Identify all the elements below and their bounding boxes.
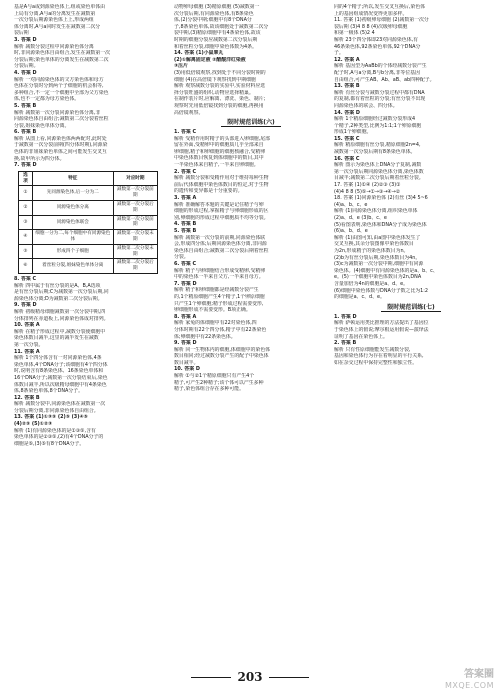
answer-line: 9. 答案 D [174,340,197,347]
text-line: 一半染色体来自精子,一半来自卵细胞。 [174,162,259,169]
text-line: 18. 答案 (1)同源染色体 (2)有丝 (3)4 5~6 [334,195,428,202]
text-line: 择分裂旺盛的组织,动物应选择精巢。 [174,89,254,96]
answer-line: 4. 答案 B [174,221,197,228]
table-cell: 着丝粒分裂,姐妹染色单体分离 [32,259,113,274]
text-line: 一次分裂后期源染色体上上,形成两组 [14,17,94,24]
text-line: 解析 准确解答本题的关键是记住精子与卵 [174,201,264,208]
text-line: 和第一极体 (5)2 4 [334,30,375,37]
text-line: 解析 基因型为AaBb的个体经减数分裂产生 [334,63,427,70]
answer-line: 2. 答案 B [334,340,357,347]
text-line: 会,形成四分体;后期同源染色体分离,非同源 [174,241,267,248]
answer-line: (2)①解离固定液 ②醋酸洋红染液 [174,56,246,63]
table-row [19,230,158,245]
text-line: (5)看图表明,染色体和DNA分子成为染色体 [334,221,427,228]
table-header-cell: 特征 [32,171,113,186]
text-line: 裂后期 (3)4 8 8 (4)次级卵母细胞 [334,23,408,30]
text-line: 分裂,姐妹染色单体分离。 [14,122,70,129]
text-line: 染色体自由组合;减数第二次分裂后期着丝粒 [174,247,269,254]
table-cell: 细胞一分为二,每个细胞中有同源染色体 [32,230,113,245]
table-cell: 形成四个子细胞 [32,244,113,259]
text-line: 裂后期 [14,30,29,37]
table-cell: 同源染色体分离 [32,201,113,216]
text-line: 分裂后期分离,非同源染色体自由组合。 [14,407,99,414]
text-line: 解析 有丝分裂与减数分裂过程中都有DNA [334,89,425,96]
text-line: 个精子,2种类型,比例为1:1;1个卵原细胞 [334,122,422,129]
table-cell: ⑤ [19,244,33,259]
text-line: 解析 四中属于有丝分裂的是A、B,A选项 [14,282,101,289]
table-body [19,186,158,274]
text-line: 细胞的形成过程,掌握精子与卵细胞形成的区 [174,208,269,215]
text-line: 换,故甲所示为四分体。 [14,155,65,162]
text-line: 前后代体细胞中染色体数目的恒定,对于生物 [174,181,269,188]
answer-line: 11. 答案 A [14,348,40,355]
text-line: 第一次分裂后期同源染色体分离,染色体数 [334,168,424,175]
answer-line: 14. 答案 (1)小鼠睾丸 [174,50,224,57]
text-line: 解析 减数第一次分裂同源染色体分离,非 [14,109,101,116]
section-heading-text: 限时规范训练(六) [221,119,281,127]
answer-line: 10. 答案 D [174,366,200,373]
answer-line: 3. 答案 A [174,195,197,202]
text-line: 解析 (1)由图可知,由a图中染色体发生了 [334,234,421,241]
text-line: 细胞是⑤,(3)⑤有8个DNA分子。 [14,440,85,447]
answer-line: 10. 答案 A [14,322,40,329]
text-line: 解析 图示为染色体上DNA分子复制,减数 [334,162,422,169]
text-line: 解析 精子与卵细胞结合形成受精卵,受精卵 [174,267,266,274]
text-line: 染色体。(4)细胞中有同源染色体的是a、b、c、 [334,267,438,274]
table-cell: 减数第一次分裂前期 [113,186,157,201]
text-line: (2)a、d、e (3)b、c、e [334,215,387,221]
text-line: 同源染色体的联会、四分体。 [334,102,398,109]
text-line: 的细胞是a、c、d、e。 [334,294,385,301]
table-cell: 减数第二次分裂后期 [113,259,157,274]
text-line: 解析 从图上看,同源染色体两两配对,此时处 [14,135,107,142]
text-line: 精子,可产生2种精子;该个体可以产生多种 [174,379,264,386]
text-line: 16个DNA分子;减数第一次分裂结束后,染色 [14,374,108,381]
text-line: 体分离时,A与a同时发生在减数第二次分 [14,23,101,30]
table-row [19,215,158,230]
text-line: 解析 ①与②1个精原细胞只有产生4个 [174,373,255,380]
column-left-lines [14,4,168,169]
text-line: 证明了基因在染色体上。 [334,333,388,340]
column-left [14,4,168,664]
text-line: 减数第一次分裂后期有8条染色单体。 [334,149,416,156]
text-line: 分裂后期;染色单体的分离发生在减数第二次 [14,56,109,63]
text-line: 同源染色体自由组合;减数第二次分裂着丝粒 [14,116,109,123]
answer-line: 1. 答案 C [174,129,197,136]
text-line: 基是A与a或到源染色体上,组或染色单体由 [14,4,106,10]
text-line: 源染色体分离;D为减数第二次分裂后期。 [14,295,103,302]
table-cell: 减数第一次分裂末期 [113,230,157,245]
text-line: 染色单体的是②③⑤,(2)有4个DNA分子的 [14,434,104,441]
text-line: 子。 [334,50,344,57]
table-cell: 减数第一次分裂前期 [113,215,157,230]
table-cell: ① [19,186,33,201]
answer-line: 15. 答案 C [334,135,360,142]
section-heading [174,118,328,127]
table-cell: ③ [19,215,33,230]
text-line: 同的4个精子;所以,发生交叉互换后,染色体 [334,4,426,10]
answer-line: 12. 答案 B [14,394,40,401]
text-line: 基因和染色体行为存在着明显的平行关系, [334,353,424,360]
page-number-rule-left [191,677,231,678]
text-line: 解析 同一生物体内的细胞,体细胞中的染色体 [174,346,271,353]
table-cell: ⑥ [19,259,33,274]
text-line: 的遗传和变异都是十分重要的。 [174,188,243,195]
text-line: 17. 答案 (1)①④ (2)②③ (3)① [334,182,401,189]
text-line: (4)a、b、c、e [334,201,368,208]
answer-line: 5. 答案 B [14,102,37,109]
watermark-logo-text: 答案圈 [464,669,494,680]
text-line: 上的基因组成情况变得更加多样。 [334,10,408,17]
text-line: 多种组合,不一定一个细胞中全部为父方染色 [14,89,109,96]
text-line: 细胞 (4)在高倍镜下观察找到中期细胞 [174,76,256,83]
answer-line: 7. 答案 D [174,280,197,287]
text-line: 体,也不一定都为母方染色体。 [14,96,80,103]
text-line: 在制作装片时,应解离、漂洗、染色、制片; [174,96,266,103]
text-line: 自由组合,可产生AB、Ab、aB、ab四种配子。 [334,76,435,83]
text-line: 解析 1个四分体含有一对同源染色体,4条 [14,355,102,362]
text-line: 解析 1个精原细胞经过减数分裂形成4 [334,116,416,123]
text-line: 体,(2)分裂中期;细胞中有8个DNA分 [174,17,252,24]
text-line: 解析 (1)同源染色体分离,组织染色单体 [334,208,418,215]
column-middle-lines [174,4,328,393]
text-line: (6)细胞中染色体数与DNA分子数之比为1:2 [334,287,429,294]
text-line: 11. 答案 (1)初级卵母细胞 (2)减数第一次分 [334,17,429,24]
text-line: 形成1个卵细胞。 [334,129,372,136]
answer-line: 1. 答案 D [334,313,357,320]
text-line: 是有丝分裂后期;C为减数第一次分裂后期,同 [14,289,109,296]
text-line: (3)用低倍镜观察,找到处于不同分裂时期的 [174,69,266,76]
table-row [19,186,158,201]
text-line: 染色体数目减半,这里的减半发生在减数 [14,335,99,342]
answer-line: 14. 答案 D [334,109,360,116]
column-right [334,4,488,664]
text-line: 解析 只有性原细胞能发生减数分裂, [334,346,411,353]
text-line: 解析 减数分裂和受精作用对于维持每种生物 [174,175,269,182]
text-line: 中染色体数目恢复到体细胞中的数目,其中 [174,155,264,162]
table-cell: 先同源染色体,后一分为二 [32,186,113,201]
text-line: 的复制,都有着丝粒的分裂;有丝分裂不出现 [334,96,426,103]
answer-line: ③压片 [174,63,188,70]
table-cell: ④ [19,230,33,245]
table-cell: 减数第二次分裂末期 [113,244,157,259]
table-header-cell: 对应时期 [113,171,157,186]
text-line: 解析 初级精母细胞减数第一次分裂中期,四 [14,308,106,315]
text-line: 解析 减数第一次分裂的前期,同源染色体联 [174,234,266,241]
answer-line: 5. 答案 B [174,228,197,234]
text-line: 和着丝粒分裂,细胞中染色体数为4条。 [174,43,257,50]
text-line: (4)4 8 8 (5)⑤→①→③→④→② [334,188,401,195]
answer-line: 7. 答案 D [14,162,37,169]
text-line: 时,非同源染色体自由组合,发生在减数第一次 [14,50,111,57]
text-line: 解析 受精作用时精子的头部进入卵细胞,尾部 [174,135,271,142]
text-line: 体,8条染色单体,8个DNA分子。 [14,388,84,395]
answer-line: 12. 答案 A [334,56,360,63]
text-line: 次分裂后期,有同源染色体,有8条染色 [174,10,254,17]
text-line: 卵细胞形成不需要变形。B项正确。 [174,307,251,314]
table-cell: 同源染色体联会 [32,215,113,230]
section-heading [334,303,488,312]
text-line: 46条染色体,92条染色单体,92个DNA分 [334,43,421,50]
text-line: (2)b为有丝分裂后期,染色体数目为4n。 [334,254,421,261]
table-cell: 减数第一次分裂后期 [113,201,157,216]
text-line: 中的染色体一半来自父方,一半来自母方。 [174,274,264,281]
text-line: 的,1个精原细胞产生4个精子,1个卵原细胞 [174,293,265,300]
section-heading-text: 限时规范训练(七) [381,304,441,312]
answer-line: 9. 答案 D [14,302,37,309]
text-line: 子,8条染色单体,故该细胞处于减数第二次分 [174,23,269,30]
text-line: 分体时期有22个四分体,精子中有22条染色 [174,326,267,333]
text-line: e。(5)一个细胞中染色体数目为2n,DNA [334,274,422,281]
table-header-row [19,171,158,186]
text-line: 解析 观察减数分裂的实验中,实验材料应选 [174,83,266,90]
answer-line: 6. 答案 C [174,260,197,267]
watermark-site-text: MXQE.COM [444,681,494,690]
text-line: 染色单体,4个DNA分子;该细胞有4个四分体 [14,361,108,368]
text-line: 解析 精子和卵细胞都是经减数分裂产生 [174,287,259,294]
answer-line: 8. 答案 A [174,313,197,320]
text-line: 解析 (1)有同源染色体的是①③⑤,含有 [14,427,96,434]
text-line: 解析 减数分裂中,同源染色体在减数第一次 [14,401,106,408]
column-right-lines [334,4,488,366]
text-line: 分裂后期。 [14,63,39,70]
text-line: 分体排列在赤道板上,同源染色体成对排列。 [14,315,109,322]
text-line: 第一次分裂。 [14,341,44,348]
answer-line: (4)②⑤ (5)①②③ [14,421,53,428]
text-line: 解析 萨顿运用类比推理的方法提出了基因位 [334,320,429,327]
text-line: 动物卵母细胞 (3)精原细胞 (5)减数第一 [174,4,260,10]
text-line: 只产生1个卵细胞;精子形成过程需要变形, [174,300,264,307]
answer-line: 3. 答案 D [14,36,37,43]
period-comparison-table [18,171,158,274]
text-line: 解析 一对同源染色体的父方染色体和母方 [14,76,104,83]
text-line: 分裂。 [174,254,189,261]
page-number-rule-right [269,677,309,678]
table-row [19,201,158,216]
column-left-lines-after [14,276,168,447]
text-line: 留在外面,受精卵中的细胞质几乎全部来自 [174,142,264,149]
text-line: 交叉互换,其余分裂图像中染色体数目 [334,241,414,248]
text-line: 体;卵细胞中有22条染色体。 [174,333,236,340]
text-line: 解析 精原细胞有丝分裂,精原细胞2n=4, [334,142,421,149]
table-row [19,244,158,259]
table-row [19,259,158,274]
text-line: 于染色体上的假说;摩尔根运用假说—演绎法 [334,326,429,333]
answer-line: 16. 答案 C [334,155,360,162]
text-line: 配子时,A与a分离,B与b分离,非等位基因 [334,69,420,76]
text-line: 数目相同;经过减数分裂产生的配子中染色体 [174,353,269,360]
answer-line: 13. 答案 (1)①③⑤ (2)⑤ (3)④⑤ [14,414,88,421]
watermark-logo [412,669,494,693]
text-line: 数目减半。 [174,359,199,366]
text-line: 色体的非姐妹染色单体之间可能发生交叉互 [14,149,107,156]
text-line: 解析 23个四分体即23对同源染色体,有 [334,36,419,43]
text-line: (6)a、b、d、e [334,228,368,235]
text-line: 色体在分裂时分到两个子细胞的机会相等, [14,83,104,90]
table-header-cell: 选项 [19,171,33,186]
text-line: 卵细胞,精子和卵细胞的细胞核融合,受精卵 [174,148,266,155]
answer-line: 4. 答案 D [14,69,37,76]
page-number-text: 203 [237,670,263,684]
text-line: 别,卵细胞的形成过程中细胞质不均等分裂。 [174,214,269,221]
text-line: 高倍镜观察。 [174,109,204,116]
text-line: 解析 家兔的体细胞中有22对染色体,四 [174,320,257,327]
answer-line: 8. 答案 C [14,276,37,282]
text-line: 解析 在精子形成过程中,减数分裂使细胞中 [14,328,106,335]
text-line: 观察时先用低倍镜找到分裂的细胞,再换用 [174,102,264,109]
column-middle [174,4,328,664]
text-line: 含量加倍为4n的细胞是a、d、e。 [334,280,409,287]
text-line: 目减半;减数第二次分裂后期着丝粒分裂。 [334,175,424,182]
answer-line: 6. 答案 B [14,129,37,136]
text-line: 上局有分离,A与a的分离发生在减数第 [14,10,96,17]
text-line: 体数目减半,所以次级精母细胞中有4条染色 [14,381,107,388]
text-line: 于减数第一次分裂前期(四分体时期),同源染 [14,142,108,149]
text-line: 解析 减数分裂过程中同源染色体分离 [14,43,94,50]
text-line: 如在杂交过程中保持完整性和独立性。 [334,359,418,366]
text-line: 时期的细胞分裂应减数第二次分裂后期 [174,36,258,43]
answer-line: 2. 答案 C [174,168,197,175]
text-line: 裂中期,(3)精原细胞中有4条染色体,故该 [174,30,261,37]
answer-line: 13. 答案 B [334,83,360,90]
text-line: 精子,染色体组合存在多种可能。 [174,386,245,393]
text-line: (3)c为减数第一次分裂中期,细胞中有同源 [334,261,424,268]
table-cell: ② [19,201,33,216]
text-line: 为2n,形成精子的染色体数目为n。 [334,247,409,254]
text-line: 时,说明含有8条染色体、16条染色单体和 [14,368,104,375]
